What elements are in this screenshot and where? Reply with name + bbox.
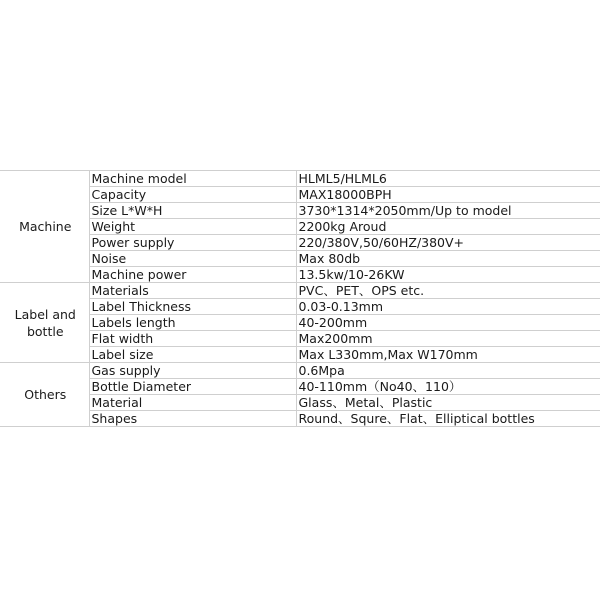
param-name: Size L*W*H (89, 203, 296, 219)
param-value: 40-200mm (296, 315, 600, 331)
table-row (0, 331, 600, 347)
param-name: Machine power (89, 267, 296, 283)
param-name: Machine model (89, 171, 296, 187)
param-value: Max L330mm,Max W170mm (296, 347, 600, 363)
param-value: 13.5kw/10-26KW (296, 267, 600, 283)
table-row (0, 363, 600, 379)
param-name: Material (89, 395, 296, 411)
table-row (0, 235, 600, 251)
param-name: Noise (89, 251, 296, 267)
table-row (0, 187, 600, 203)
spec-table-body (0, 171, 600, 427)
table-row (0, 411, 600, 427)
table-row (0, 347, 600, 363)
param-name: Label Thickness (89, 299, 296, 315)
group-label-label-and-bottle: Label and bottle (0, 283, 89, 363)
param-value: 0.03-0.13mm (296, 299, 600, 315)
param-name: Bottle Diameter (89, 379, 296, 395)
group-label-machine: Machine (0, 171, 89, 283)
table-row (0, 283, 600, 299)
table-row (0, 171, 600, 187)
param-name: Power supply (89, 235, 296, 251)
spec-table (0, 170, 600, 427)
table-row (0, 395, 600, 411)
param-value: 40-110mm（No40、110） (296, 379, 600, 395)
table-row (0, 251, 600, 267)
table-row (0, 315, 600, 331)
param-name: Flat width (89, 331, 296, 347)
param-name: Capacity (89, 187, 296, 203)
param-value: Glass、Metal、Plastic (296, 395, 600, 411)
param-value: HLML5/HLML6 (296, 171, 600, 187)
table-row (0, 379, 600, 395)
table-row (0, 219, 600, 235)
table-row (0, 203, 600, 219)
param-value: MAX18000BPH (296, 187, 600, 203)
param-value: Max 80db (296, 251, 600, 267)
param-name: Materials (89, 283, 296, 299)
param-name: Shapes (89, 411, 296, 427)
table-row (0, 299, 600, 315)
group-label-others: Others (0, 363, 89, 427)
param-value: 220/380V,50/60HZ/380V+ (296, 235, 600, 251)
param-name: Weight (89, 219, 296, 235)
param-value: 0.6Mpa (296, 363, 600, 379)
param-value: Max200mm (296, 331, 600, 347)
param-name: Labels length (89, 315, 296, 331)
param-value: 2200kg Aroud (296, 219, 600, 235)
param-name: Label size (89, 347, 296, 363)
table-row (0, 267, 600, 283)
param-value: 3730*1314*2050mm/Up to model (296, 203, 600, 219)
param-value: PVC、PET、OPS etc. (296, 283, 600, 299)
param-name: Gas supply (89, 363, 296, 379)
param-value: Round、Squre、Flat、Elliptical bottles (296, 411, 600, 427)
